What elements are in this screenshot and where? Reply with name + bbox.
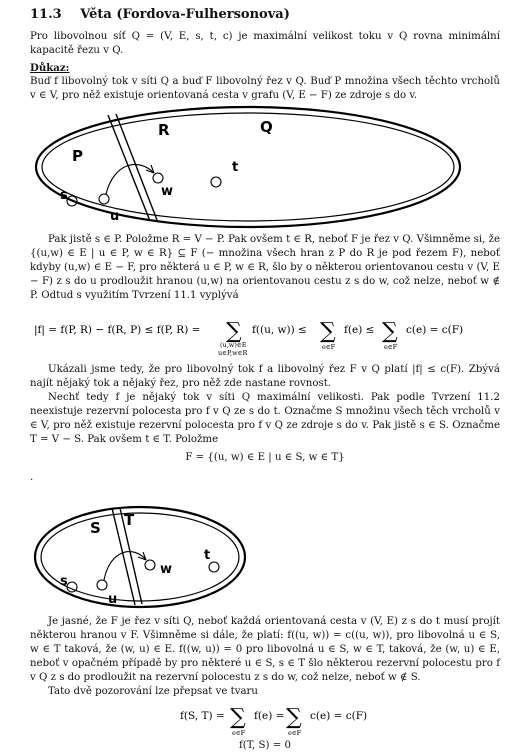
network-inner-ellipse: [42, 113, 454, 221]
theorem-statement: Pro libovolnou síť Q = (V, E, s, t, c) je maximální velikost toku v Q rovna minimální kapacitě řezu v Q.: [30, 31, 500, 56]
eq1-sum2-body: f(e) ≤: [344, 324, 375, 336]
vertex2-u: [97, 580, 107, 590]
eq1-left: |f| = f(P, R) − f(R, P) ≤ f(P, R) =: [34, 324, 201, 336]
proof-paragraph-5: Je jasné, že F je řez v síti Q, neboť každá orientovaná cesta v (V, E) z s do t musí projít některou hranou v F. Všimněme si dále, že platí: f((u, w)) = c((u, w)), pro libovolná u ∈ S, w ∈ T taková, že (w, u) ∈ E. f((w, u)) = 0 pro libovolná u ∈ S, w ∈ T, taková, že (w, u) ∈ E, neboť v opačném případě by pro některé u ∈ S, s ∈ T šlo některou rezervní polocestu pro f v Q z s do prodloužit na rezervní polocestu z s do w, což nelze, neboť w ∉ S.: [30, 616, 500, 683]
proof-heading: Důkaz:: [30, 62, 70, 74]
eq3-sum-sign-2: ∑: [286, 705, 302, 730]
eq1-sum-sign-2: ∑: [320, 319, 336, 344]
vertex-t: [211, 177, 221, 187]
vertex-w: [153, 173, 163, 183]
vertex2-t: [209, 562, 219, 572]
cut-line-outer: [108, 115, 150, 221]
label-t: t: [232, 160, 239, 175]
section-title: Věta (Fordova-Fulhersonova): [80, 7, 290, 22]
figure-cut-s-t: [30, 499, 500, 609]
vertex-u: [99, 194, 109, 204]
equation-4: f(T, S) = 0: [239, 740, 291, 751]
eq1-sum-sign-3: ∑: [382, 319, 398, 344]
cut-line-inner: [116, 114, 157, 220]
eq1-sum3-sub: e∈F: [384, 343, 398, 351]
equation-1: [30, 309, 500, 359]
label-s2: s: [60, 574, 68, 589]
network-outer-ellipse: [36, 107, 460, 227]
label-s: s: [60, 188, 68, 203]
network2-outer-ellipse: [35, 507, 245, 607]
eq3-sum1-sub: e∈F: [232, 729, 246, 737]
eq3-sum-sign-1: ∑: [230, 705, 246, 730]
label-q: Q: [260, 118, 273, 136]
section-number: 11.3: [30, 7, 62, 22]
eq3-sum1-body: f(e) =: [254, 710, 285, 722]
equation-3: [30, 699, 500, 739]
label-w: w: [161, 184, 174, 199]
label-t2: t: [204, 548, 211, 563]
proof-paragraph-1: Buď f libovolný tok v síti Q a buď F libovolný řez v Q. Buď P množina všech těchto vrcholů v ∈ V, pro něž existuje orientovaná cesta v grafu (V, E − F) ze zdroje s do v.: [30, 76, 500, 101]
label-u: u: [110, 209, 120, 224]
label-p: P: [72, 147, 83, 165]
figure-cut-p-r: [30, 103, 500, 233]
proof-paragraph-2: Pak jistě s ∈ P. Položme R = V − P. Pak ovšem t ∈ R, neboť F je řez v Q. Všimněme si, že {(u,w) ∈ E | u ∈ P, w ∈ R} ⊆ F (− množina všech hran z P do R je pod řezem F), neboť kdyby (u,w) ∈ E − F, pro některá u ∈ P, w ∈ R, šlo by o některou orientovanou cestu v (V, E − F) z s do u prodloužit hranou (u,w) na orientovanou cestu z s do w, což nelze, neboť w ∉ P. Odtud s využitím Tvrzení 11.1 vyplývá: [30, 234, 500, 301]
label-r: R: [158, 121, 170, 139]
proof-paragraph-6: Tato dvě pozorování lze přepsat ve tvaru: [48, 686, 258, 697]
label-w2: w: [160, 562, 173, 577]
page: [30, 8, 500, 753]
eq3-sum2-sub: e∈F: [288, 729, 302, 737]
proof-paragraph-3: Ukázali jsme tedy, že pro libovolný tok f a libovolný řez F v Q platí |f| ≤ c(F). Zbývá najít nějaký tok a nějaký řez, pro něž zde nastane rovnost.: [30, 364, 500, 389]
section-heading: [30, 8, 500, 22]
eq1-sum2-sub: e∈F: [322, 343, 336, 351]
equation-2: F = {(u, w) ∈ E | u ∈ S, w ∈ T}: [185, 452, 345, 463]
vertex2-w: [145, 560, 155, 570]
stray-dot: .: [30, 472, 34, 483]
eq1-sum1-sub2: u∈P,w∈R: [218, 349, 248, 357]
eq1-sum3-body: c(e) = c(F): [406, 324, 464, 336]
eq1-sum-sign-1: ∑: [226, 319, 242, 344]
eq1-sum1-body: f((u, w)) ≤: [252, 324, 307, 336]
proof-paragraph-4: Nechť tedy f je nějaký tok v síti Q maximální velikosti. Pak podle Tvrzení 11.2 neexistuje rezervní polocesta pro f v Q ze s do t. Označme S množinu všech těch vrcholů v ∈ V, pro něž existuje rezervní polocesta pro f v Q ze zdroje s do v. Pak jistě s ∈ S. Označme T = V − S. Pak ovšem t ∈ T. Položme: [30, 392, 500, 445]
label-s-set: S: [90, 519, 101, 537]
label-u2: u: [108, 592, 118, 607]
eq1-sum1-sub1: (u,w)∈E: [220, 341, 247, 349]
eq3-left: f(S, T) =: [180, 710, 225, 722]
eq3-sum2-body: c(e) = c(F): [310, 710, 368, 722]
label-t-set: T: [124, 511, 135, 529]
